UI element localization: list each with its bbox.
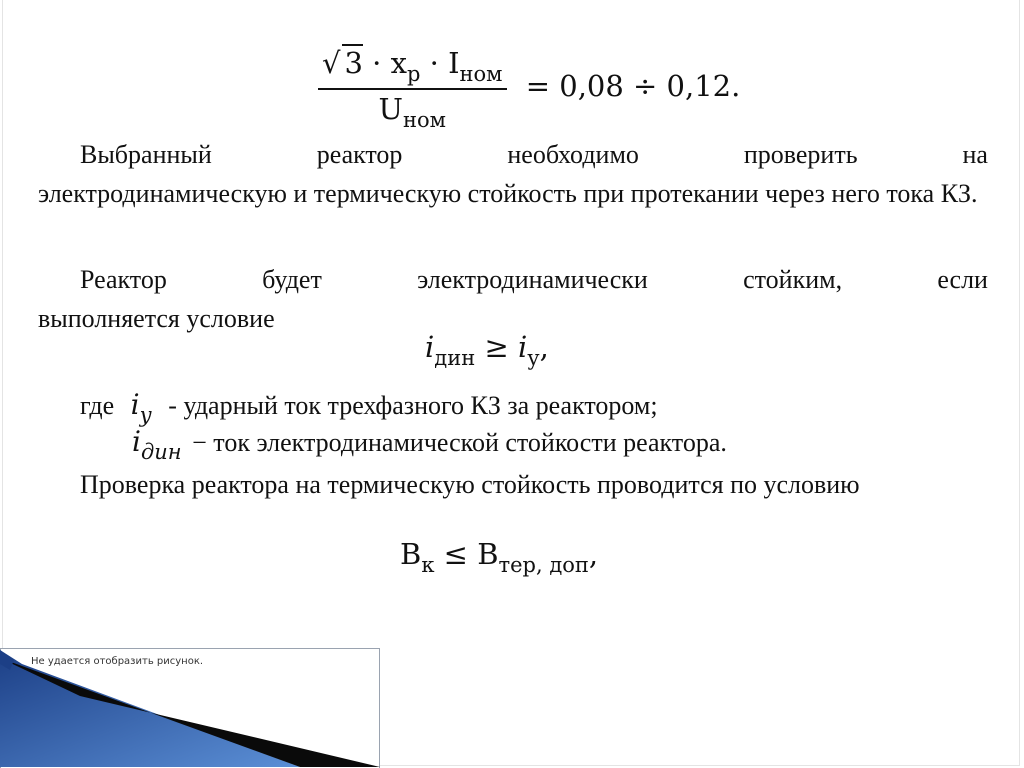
fraction-denominator xyxy=(379,90,446,132)
iy-description: - ударный ток трехфазного КЗ за реактором; xyxy=(168,391,658,420)
formula-rhs: = 0,08 ÷ 0,12. xyxy=(525,69,741,103)
idin-description: − ток электродинамической стойкости реактора. xyxy=(192,428,727,457)
idin-sub: дин xyxy=(140,440,182,464)
comma: , xyxy=(539,330,549,364)
u-variable: U xyxy=(378,92,403,126)
u-subscript: ном xyxy=(402,108,446,132)
paragraph1-first-line xyxy=(38,136,988,173)
word: будет xyxy=(262,265,322,294)
fraction xyxy=(318,44,507,132)
iy-subscript: у xyxy=(527,346,540,370)
condition-thermal-stability xyxy=(400,537,598,577)
word: если xyxy=(937,265,988,294)
sqrt-value: 3 xyxy=(344,46,363,80)
idin-variable: i xyxy=(425,330,435,364)
condition-dynamic-stability xyxy=(425,330,549,370)
definition-idin xyxy=(132,423,992,471)
broken-image-message: Не удается отобразить рисунок. xyxy=(31,656,204,667)
word: Выбранный xyxy=(80,140,212,169)
bk-variable: B xyxy=(400,537,422,571)
word: реактор xyxy=(316,140,403,169)
formula-reactance-ratio xyxy=(318,44,740,132)
bk-subscript: к xyxy=(421,553,435,577)
bter-subscript: тер, доп xyxy=(498,553,589,577)
dot-operator: · xyxy=(372,46,382,80)
word: на xyxy=(962,140,988,169)
i-subscript: ном xyxy=(459,62,503,86)
iy-variable: i xyxy=(517,330,528,364)
decorative-corner-shape xyxy=(0,650,380,767)
bter-variable: B xyxy=(477,537,499,571)
fraction-numerator xyxy=(318,44,507,90)
idin-var: i xyxy=(132,425,141,458)
iy-var: i xyxy=(130,388,140,421)
x-subscript: р xyxy=(406,62,421,86)
x-variable: x xyxy=(390,46,407,80)
leq-symbol: ≤ xyxy=(443,537,468,571)
dot-operator-2: · xyxy=(429,46,439,80)
where-word: где xyxy=(80,391,115,420)
idin-symbol xyxy=(132,425,182,464)
word: электродинамически xyxy=(417,265,648,294)
sqrt-symbol: √ xyxy=(322,46,341,80)
iy-symbol xyxy=(130,388,152,427)
paragraph1-rest: электродинамическую и термическую стойкость при протекании через него тока КЗ. xyxy=(38,179,978,208)
paragraph3: Проверка реактора на термическую стойкость проводится по условию xyxy=(80,470,860,499)
word: стойким, xyxy=(743,265,843,294)
comma: , xyxy=(588,537,599,571)
paragraph2-second-line: выполняется условие xyxy=(38,304,275,333)
paragraph2-first-line xyxy=(38,261,988,298)
iy-sub: у xyxy=(139,403,152,427)
word: необходимо xyxy=(507,140,639,169)
i-variable: I xyxy=(448,46,460,80)
idin-subscript: дин xyxy=(434,346,476,370)
word: проверить xyxy=(743,140,858,169)
word: Реактор xyxy=(80,265,167,294)
geq-symbol: ≥ xyxy=(484,330,509,364)
